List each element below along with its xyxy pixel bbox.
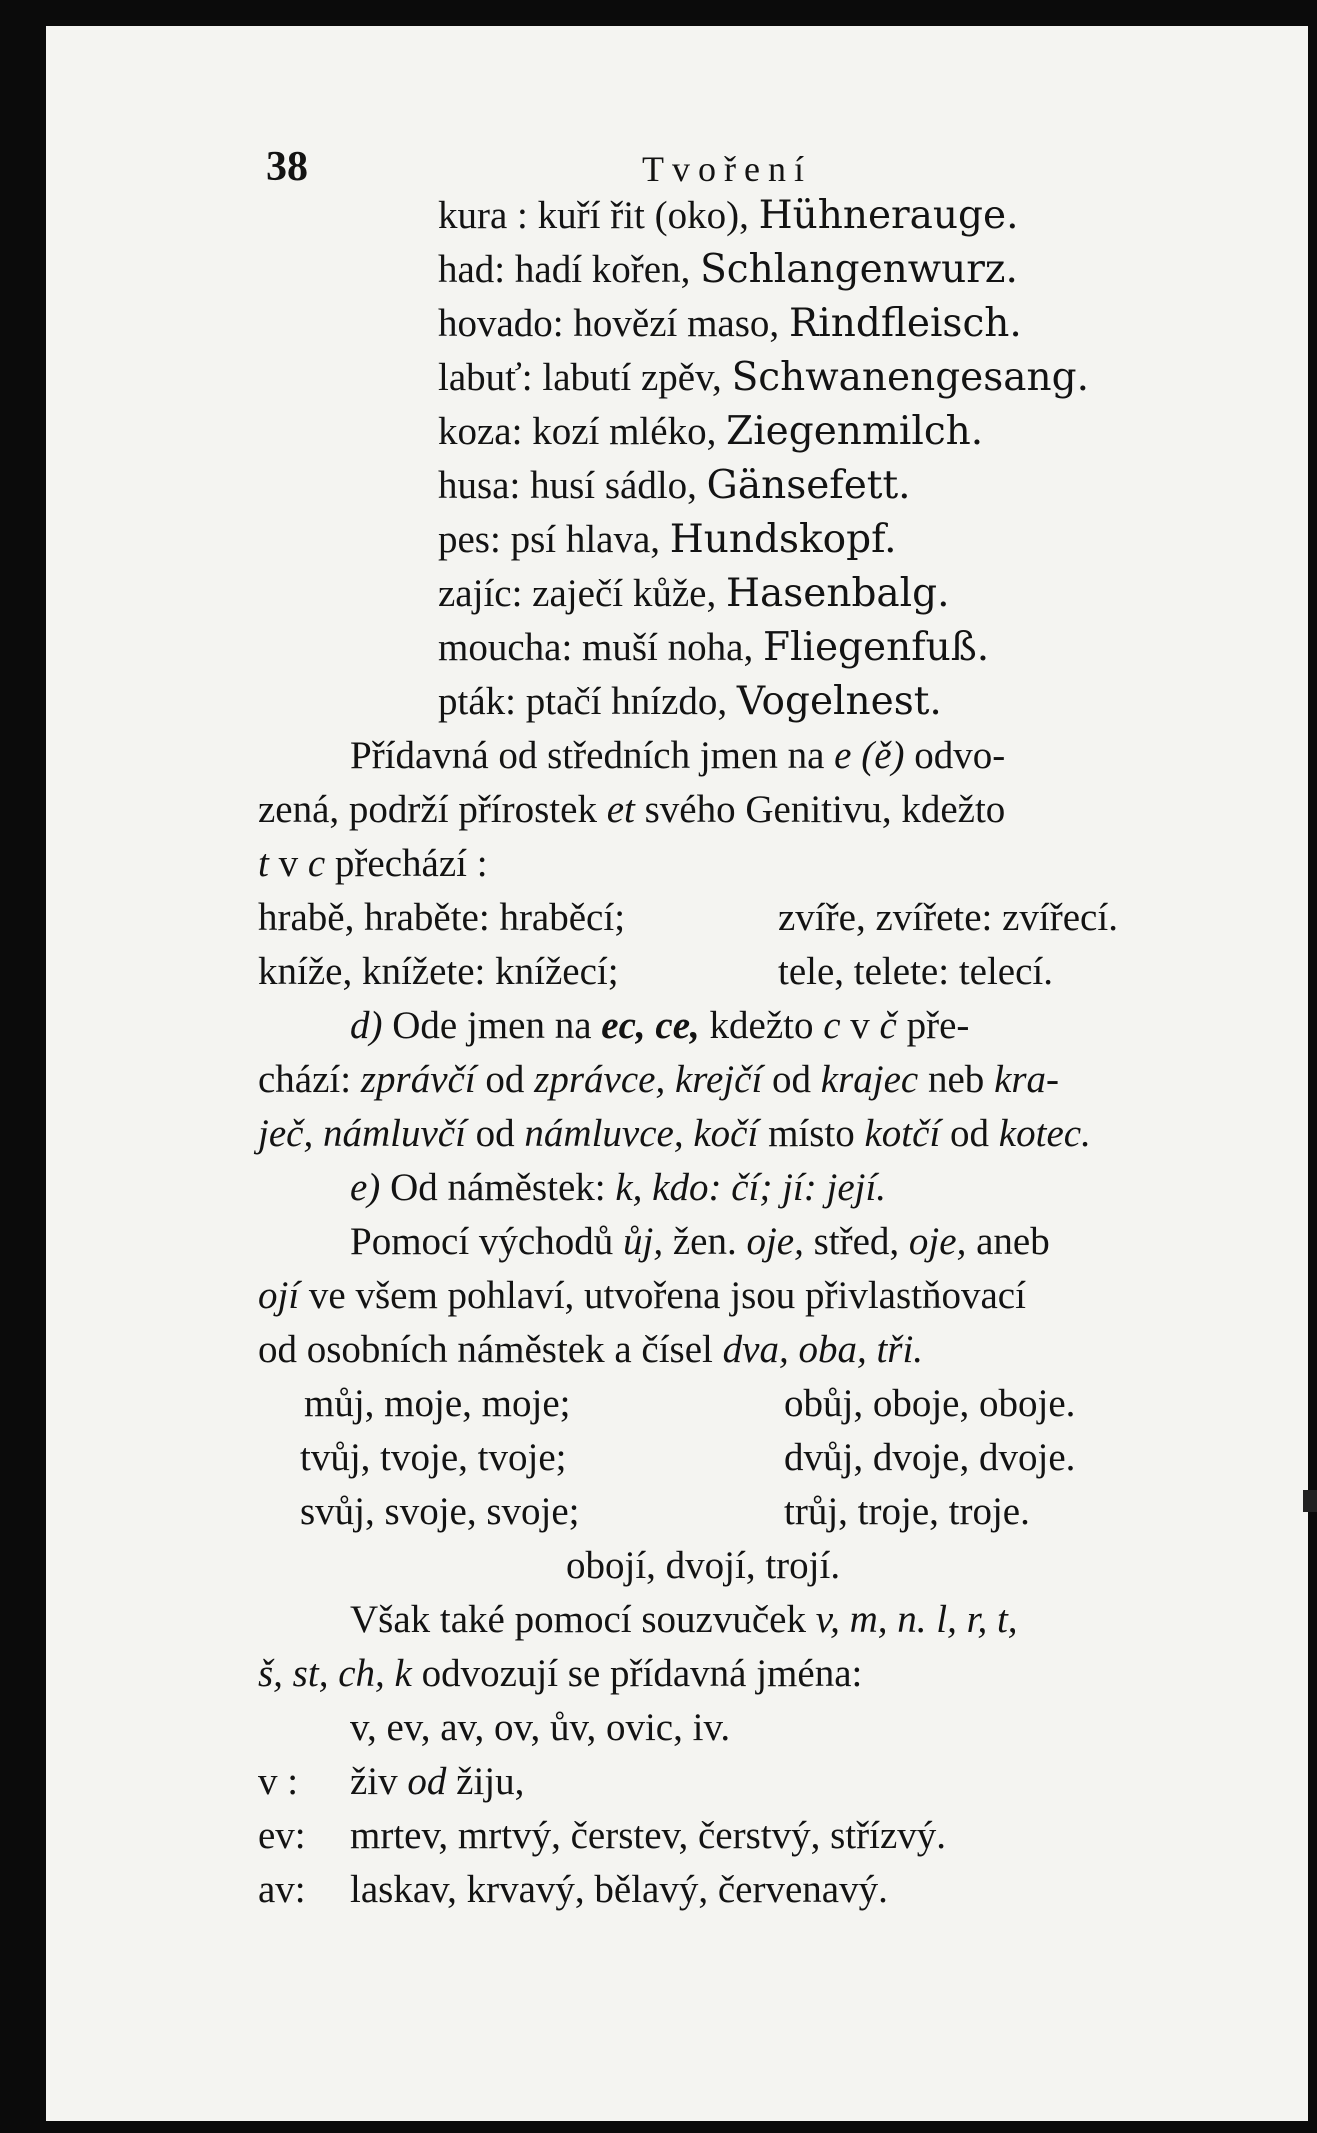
text-segment: labuť: labutí zpěv, (438, 356, 732, 399)
text-line (304, 1381, 570, 1427)
text-segment: pře- (896, 1004, 970, 1047)
text-segment: Hasenbalg. (725, 571, 950, 616)
text-segment: kníže, knížete: knížecí; (258, 950, 619, 993)
text-line (350, 1867, 888, 1913)
text-segment: tvůj, tvoje, tvoje; (300, 1436, 567, 1479)
text-line (438, 247, 1018, 293)
text-line (566, 1543, 840, 1589)
text-segment: aneb (966, 1220, 1050, 1263)
text-line (350, 1813, 946, 1859)
text-line (258, 1813, 306, 1859)
text-segment: ječ, námluvčí (258, 1112, 466, 1155)
text-segment: v (840, 1004, 880, 1047)
text-segment: mrtev, mrtvý, čerstev, čerstvý, střízvý. (350, 1814, 947, 1857)
text-segment: k, kdo: čí; jí: její. (615, 1166, 887, 1209)
text-line (258, 1759, 298, 1805)
text-segment: Hühnerauge. (758, 193, 1019, 238)
text-segment: od osobních náměstek a čísel (258, 1328, 723, 1371)
text-segment: Ode jmen na (382, 1004, 602, 1047)
text-line (300, 1489, 580, 1535)
text-segment: Pomocí východů (350, 1220, 623, 1263)
text-segment: přechází : (325, 842, 488, 885)
text-segment: chází: (258, 1058, 361, 1101)
text-line (784, 1435, 1075, 1481)
text-segment: místo (758, 1112, 865, 1155)
text-segment: trůj, troje, troje. (784, 1490, 1030, 1533)
text-segment: ev: (258, 1814, 306, 1857)
text-line (784, 1381, 1075, 1427)
text-segment: zená, podrží přírostek (258, 788, 607, 831)
text-line (350, 733, 1005, 779)
text-segment: kra- (994, 1058, 1060, 1101)
text-line (258, 1327, 923, 1373)
text-line (258, 949, 619, 995)
text-segment: od (475, 1058, 535, 1101)
text-segment: č (879, 1004, 897, 1047)
text-line (350, 1597, 1018, 1643)
text-segment: ve všem pohlaví, utvořena jsou přivlastňovací (299, 1274, 1026, 1317)
text-segment: od (940, 1112, 999, 1155)
text-segment: svůj, svoje, svoje; (300, 1490, 580, 1533)
text-segment: obůj, oboje, oboje. (784, 1382, 1076, 1425)
text-segment: tele, telete: telecí. (778, 950, 1053, 993)
text-segment: š, st, ch, k (258, 1652, 412, 1695)
text-segment: pták: ptačí hnízdo, (438, 680, 737, 723)
text-segment: c (823, 1004, 841, 1047)
text-segment: zprávce, krejčí (534, 1058, 763, 1101)
text-segment: et (606, 788, 635, 831)
running-title: Tvoření (642, 149, 812, 189)
text-segment: od (407, 1760, 447, 1803)
text-segment: Ziegenmilch. (726, 409, 984, 454)
text-line (438, 409, 983, 455)
text-segment: Schwanengesang. (731, 355, 1089, 400)
text-segment: zprávčí (360, 1058, 476, 1101)
text-segment: Fliegenfuß. (762, 625, 990, 670)
text-segment: Hundskopf. (669, 517, 897, 562)
text-segment: av: (258, 1868, 306, 1911)
edge-mark (1303, 1490, 1317, 1512)
book-page (46, 26, 1308, 2121)
text-segment: v, ev, av, ov, ův, ovic, iv. (350, 1706, 731, 1749)
text-segment: moucha: muší noha, (438, 626, 763, 669)
text-line (258, 1057, 1059, 1103)
text-segment: Přídavná od středních jmen na (350, 734, 835, 777)
text-segment: neb (918, 1058, 995, 1101)
text-segment: d) (350, 1004, 383, 1047)
text-segment: hovado: hovězí maso, (438, 302, 789, 345)
text-segment: Gänsefett. (706, 463, 911, 508)
text-line (258, 1111, 1091, 1157)
text-segment: Vogelnest. (736, 679, 942, 724)
text-segment: odvozují se přídavná jména: (411, 1652, 863, 1695)
text-segment: obojí, dvojí, trojí. (566, 1544, 841, 1587)
text-segment: t (258, 842, 269, 885)
text-segment: dva, oba, tři. (722, 1328, 924, 1371)
text-segment: ůj, (622, 1220, 664, 1263)
text-segment: ojí (258, 1274, 300, 1317)
text-segment: v : (258, 1760, 299, 1803)
text-line (438, 355, 1089, 401)
text-segment: kura : kuří řit (oko), (438, 194, 759, 237)
text-segment: svého Genitivu, kdežto (634, 788, 1006, 831)
text-line (258, 1651, 862, 1697)
text-segment: oje, (908, 1220, 967, 1263)
text-line (438, 301, 1022, 347)
page-number: 38 (266, 144, 308, 190)
text-segment: Schlangenwurz. (700, 247, 1018, 292)
text-line (258, 841, 488, 887)
text-segment: e) (350, 1166, 381, 1209)
text-segment: hrabě, hraběte: hraběcí; (258, 896, 626, 939)
text-segment: krajec (820, 1058, 919, 1101)
text-line (438, 679, 942, 725)
text-segment: kdežto (699, 1004, 824, 1047)
text-segment: Však také pomocí souzvuček (350, 1598, 816, 1641)
text-segment: od (465, 1112, 525, 1155)
text-segment: husa: husí sádlo, (438, 464, 707, 507)
text-segment: had: hadí kořen, (438, 248, 701, 291)
text-segment: pes: psí hlava, (438, 518, 670, 561)
text-segment: živ (350, 1760, 408, 1803)
text-line (350, 1759, 524, 1805)
text-line (350, 1219, 1050, 1265)
text-line (350, 1003, 969, 1049)
text-segment: c (307, 842, 326, 885)
text-line (438, 517, 897, 563)
text-line (350, 1165, 886, 1211)
text-segment: odvo- (904, 734, 1006, 777)
text-line (438, 193, 1019, 239)
text-line (778, 949, 1053, 995)
text-segment: koza: kozí mléko, (438, 410, 727, 453)
text-segment: laskav, krvavý, bělavý, červenavý. (350, 1868, 888, 1911)
text-segment: kotec. (998, 1112, 1091, 1155)
text-segment: Rindfleisch. (788, 301, 1022, 346)
text-segment: oje, (746, 1220, 804, 1263)
text-segment: e (ě) (834, 734, 905, 777)
text-segment: střed, (803, 1220, 909, 1263)
text-segment: žiju, (446, 1760, 525, 1803)
text-line (438, 463, 911, 509)
text-segment: můj, moje, moje; (304, 1382, 571, 1425)
text-segment: zvíře, zvířete: zvířecí. (778, 896, 1118, 939)
text-line (258, 895, 625, 941)
text-line (258, 1867, 306, 1913)
text-line (784, 1489, 1030, 1535)
text-segment: v (268, 842, 308, 885)
text-segment: Od náměstek: (380, 1166, 616, 1209)
text-line (438, 571, 950, 617)
text-line (258, 787, 1005, 833)
text-line (300, 1435, 566, 1481)
text-segment: kotčí (864, 1112, 941, 1155)
text-segment: od (762, 1058, 821, 1101)
text-segment: zajíc: zaječí kůže, (438, 572, 726, 615)
text-segment: dvůj, dvoje, dvoje. (784, 1436, 1076, 1479)
text-segment: v, m, n. l, r, t, (815, 1598, 1018, 1641)
text-segment: námluvce, kočí (524, 1112, 759, 1155)
text-line (350, 1705, 730, 1751)
text-line (778, 895, 1118, 941)
text-line (258, 1273, 1026, 1319)
text-segment: ec, ce, (601, 1004, 700, 1047)
text-line (438, 625, 989, 671)
text-segment: žen. (663, 1220, 747, 1263)
